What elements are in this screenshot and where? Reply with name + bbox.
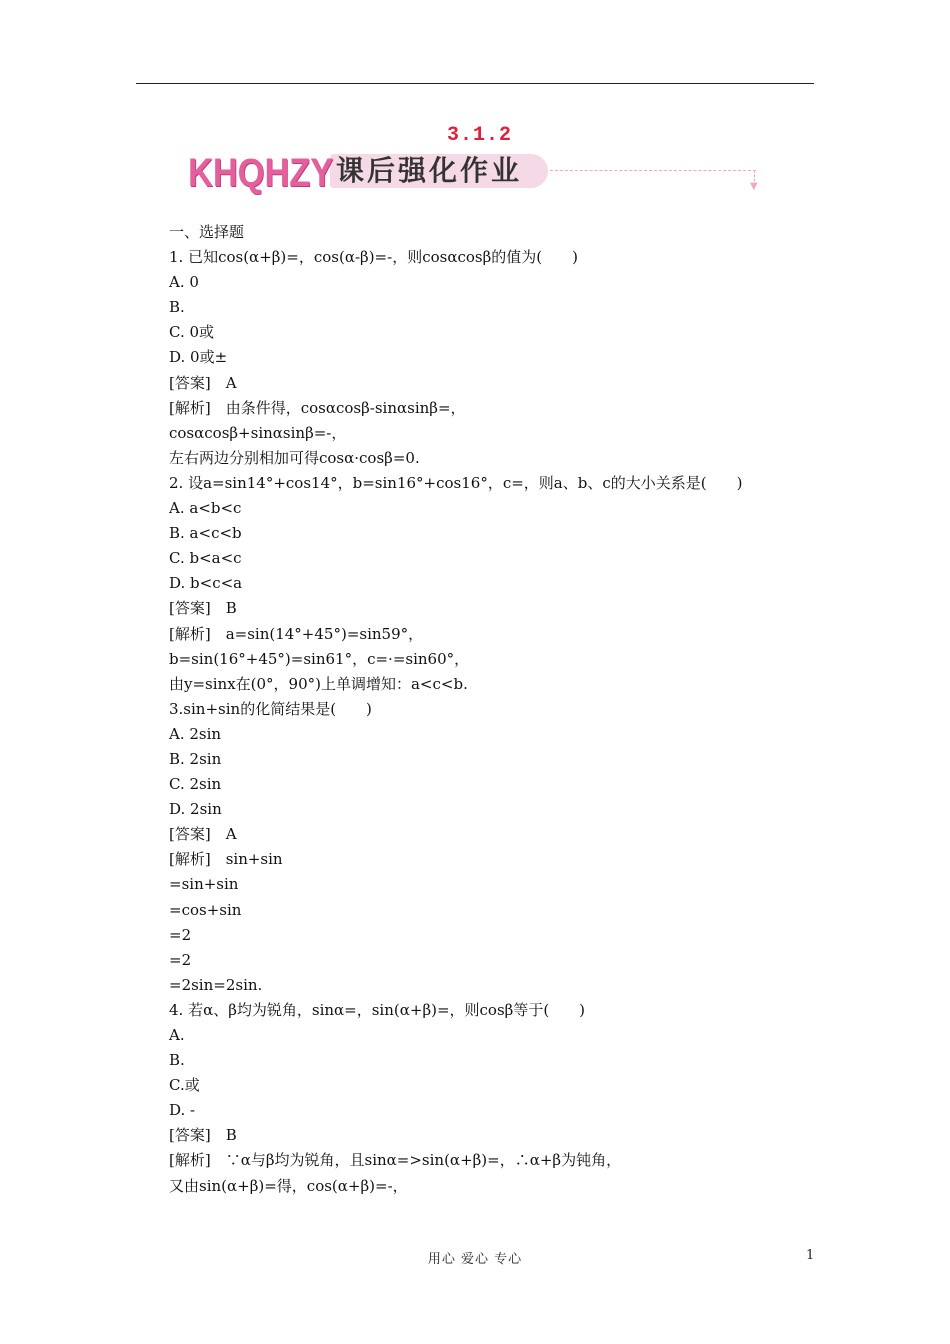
text-line: =2 xyxy=(169,950,192,969)
text-line: 一、选择题 xyxy=(169,223,245,241)
text-line: 由y=sinx在(0°，90°)上单调增知：a<c<b. xyxy=(169,674,468,693)
text-line: 4. 若α、β均为锐角，sinα=，sin(α+β)=，则cosβ等于( ) xyxy=(169,1000,586,1019)
text-line: [解析] ∵α与β均为锐角，且sinα=>sin(α+β)=，∴α+β为钝角， xyxy=(169,1151,622,1170)
text-line: 左右两边分别相加可得cosα·cosβ=0. xyxy=(169,448,420,467)
text-line: B. xyxy=(169,1051,185,1070)
text-line: 1. 已知cos(α+β)=，cos(α-β)=-，则cosαcosβ的值为( ) xyxy=(169,248,578,267)
text-line: [解析] 由条件得，cosαcosβ-sinαsinβ=， xyxy=(169,398,466,417)
text-line: A. a<b<c xyxy=(169,499,242,518)
text-line: C.或 xyxy=(169,1076,200,1095)
banner-dashed-line xyxy=(550,170,756,171)
text-line: [答案] A xyxy=(169,373,237,392)
banner-arrow-icon: ▼ xyxy=(750,181,758,192)
text-line: cosαcosβ+sinαsinβ=-， xyxy=(169,423,347,442)
text-line: 又由sin(α+β)=得，cos(α+β)=-， xyxy=(169,1176,408,1195)
text-line: [答案] B xyxy=(169,599,237,618)
text-line: C. 2sin xyxy=(169,775,222,794)
text-line: =2 xyxy=(169,925,192,944)
text-line: =cos+sin xyxy=(169,900,242,919)
page-footer: 用心 爱心 专心 xyxy=(427,1252,523,1267)
text-line: [解析] sin+sin xyxy=(169,850,283,869)
text-line: [答案] B xyxy=(169,1126,237,1145)
section-number: 3.1.2 xyxy=(447,124,513,147)
text-line: [解析] a=sin(14°+45°)=sin59°， xyxy=(169,624,424,643)
banner-abbreviation: KHQHZY xyxy=(188,151,334,195)
document-body xyxy=(169,220,819,1199)
text-line: A. 0 xyxy=(169,273,199,292)
homework-banner xyxy=(188,150,768,198)
text-line: 3.sin+sin的化简结果是( ) xyxy=(169,699,372,718)
page-number: 1 xyxy=(806,1248,815,1263)
banner-title: 课后强化作业 xyxy=(336,154,523,187)
text-line: B. 2sin xyxy=(169,749,222,768)
header-rule xyxy=(136,83,814,84)
text-line: 2. 设a=sin14°+cos14°，b=sin16°+cos16°，c=，则a、b、c的大小关系是( ) xyxy=(169,473,743,492)
text-line: =sin+sin xyxy=(169,875,239,894)
text-line: C. b<a<c xyxy=(169,549,242,568)
text-line: B. a<c<b xyxy=(169,524,242,543)
text-line: D. - xyxy=(169,1101,196,1120)
text-line: B. xyxy=(169,298,185,317)
text-line: [答案] A xyxy=(169,825,237,844)
text-line: A. 2sin xyxy=(169,724,222,743)
text-line: D. 2sin xyxy=(169,800,222,819)
text-line: D. b<c<a xyxy=(169,574,243,593)
text-line: b=sin(16°+45°)=sin61°，c=·=sin60°， xyxy=(169,649,470,668)
text-line: A. xyxy=(169,1026,185,1044)
text-line: C. 0或 xyxy=(169,323,215,342)
text-line: =2sin=2sin. xyxy=(169,975,263,994)
text-line: D. 0或± xyxy=(169,348,228,367)
